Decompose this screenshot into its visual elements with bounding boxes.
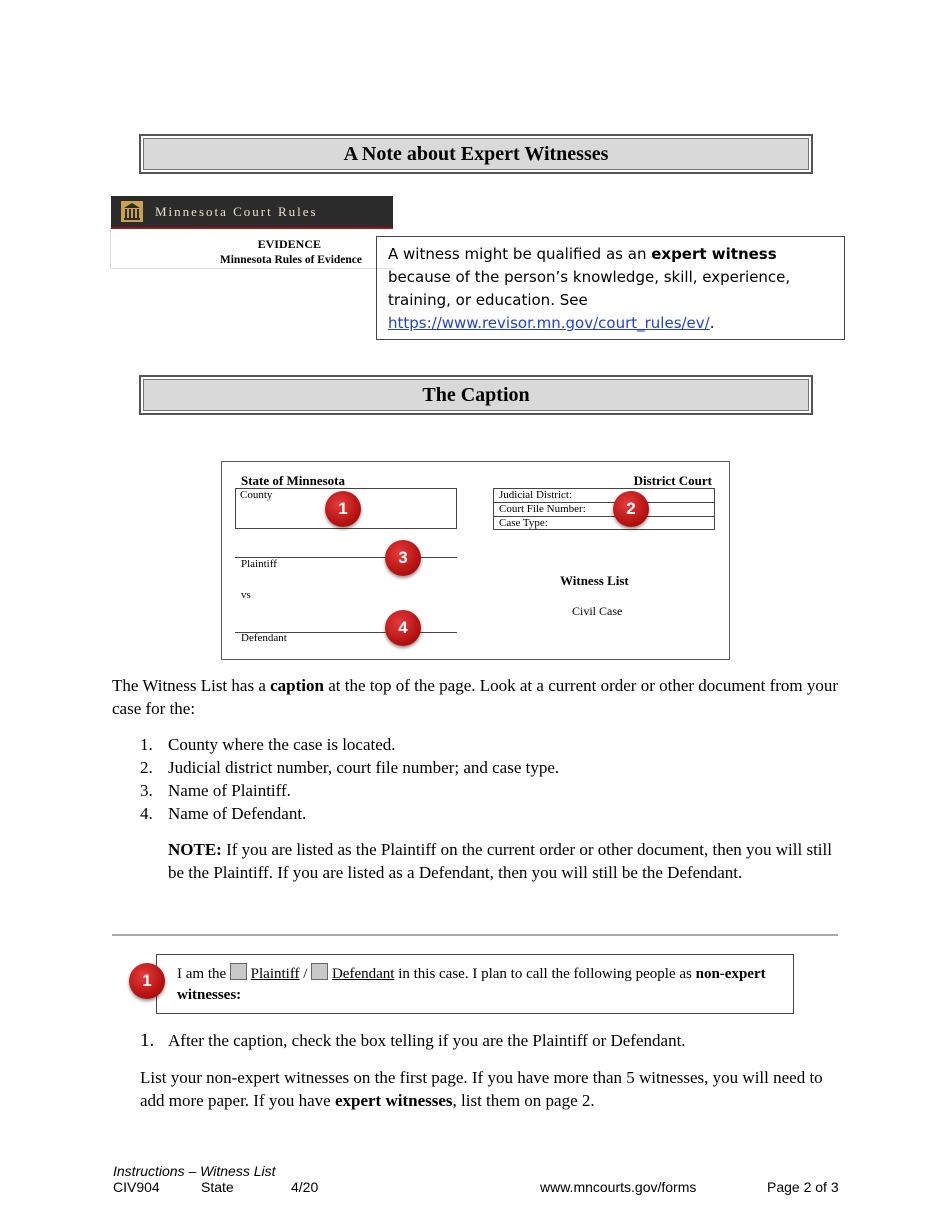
caption-court-file-number: Court File Number:	[494, 503, 714, 517]
number-badge-3: 3	[385, 540, 421, 576]
caption-doc-subtitle: Civil Case	[572, 604, 623, 618]
caption-court: District Court	[633, 473, 712, 488]
footer-title: Instructions – Witness List	[113, 1163, 276, 1179]
expert-note-text-2: because of the person’s knowledge, skill, experience, training, or education. See	[388, 268, 791, 309]
expert-note-bold: expert witness	[651, 245, 777, 263]
section-title-expert: A Note about Expert Witnesses	[139, 134, 813, 174]
caption-state: State of Minnesota	[241, 473, 345, 488]
number-badge-4: 4	[385, 610, 421, 646]
caption-plaintiff: Plaintiff	[241, 558, 277, 570]
court-rules-heading: EVIDENCE	[257, 237, 321, 251]
footer-state: State	[201, 1179, 234, 1195]
caption-example	[221, 461, 730, 660]
revisor-link[interactable]: https://www.revisor.mn.gov/court_rules/ev/	[388, 314, 710, 332]
form-number-badge-1: 1	[129, 963, 165, 999]
caption-bold: caption	[270, 676, 324, 695]
court-rules-heading-box	[110, 228, 394, 269]
court-rules-banner	[111, 196, 393, 229]
list-item: 4. Name of Defendant.	[140, 804, 307, 823]
caption-defendant: Defendant	[241, 632, 287, 644]
defendant-checkbox[interactable]	[311, 963, 328, 980]
caption-judicial-district: Judicial District:	[494, 489, 714, 503]
form-example	[156, 954, 794, 1014]
list-item: 3. Name of Plaintiff.	[140, 781, 291, 800]
plaintiff-checkbox[interactable]	[230, 963, 247, 980]
caption-case-type: Case Type:	[499, 517, 548, 529]
expert-witness-note	[376, 236, 845, 340]
footer-form-id: CIV904	[113, 1179, 160, 1195]
step-1: 1. After the caption, check the box telling if you are the Plaintiff or Defendant.	[140, 1030, 686, 1051]
note-label: NOTE:	[168, 840, 222, 859]
section-title-caption: The Caption	[139, 375, 813, 415]
expert-note-end: .	[709, 314, 715, 332]
caption-case-info-box	[493, 488, 715, 530]
caption-items-list	[140, 733, 840, 825]
court-rules-subheading: Minnesota Rules of Evidence	[219, 254, 362, 266]
courthouse-icon	[121, 201, 143, 222]
form-example-text: I am the Plaintiff / Defendant in this case. I plan to call the following people as non-expert witnesses:	[177, 963, 787, 1006]
number-badge-2: 2	[613, 491, 649, 527]
plaintiff-note: NOTE: If you are listed as the Plaintiff on the current order or other document, then you will still be the Plaintiff. If you are listed as a Defendant, then you will still be the Defendant.	[168, 840, 832, 882]
footer-date: 4/20	[291, 1179, 319, 1195]
caption-vs: vs	[241, 589, 251, 601]
number-badge-1: 1	[325, 491, 361, 527]
footer-website[interactable]: www.mncourts.gov/forms	[540, 1179, 697, 1195]
section-divider	[112, 934, 838, 936]
closing-paragraph: List your non-expert witnesses on the first page. If you have more than 5 witnesses, you will need to add more paper. If you have expert witnesses, list them on page 2.	[140, 1068, 823, 1110]
caption-doc-title: Witness List	[560, 573, 629, 588]
expert-note-text: A witness might be qualified as an	[388, 245, 652, 263]
caption-county-label: County	[240, 489, 273, 501]
list-item: 2. Judicial district number, court file number; and case type.	[140, 758, 560, 777]
footer-page-number: Page 2 of 3	[767, 1179, 839, 1195]
caption-intro: The Witness List has a caption at the top of the page. Look at a current order or other document from your case for the:	[112, 676, 839, 718]
court-rules-banner-text: Minnesota Court Rules	[155, 204, 318, 219]
list-item: 1. County where the case is located.	[140, 735, 396, 754]
expert-witnesses-bold: expert witnesses	[334, 1091, 453, 1110]
